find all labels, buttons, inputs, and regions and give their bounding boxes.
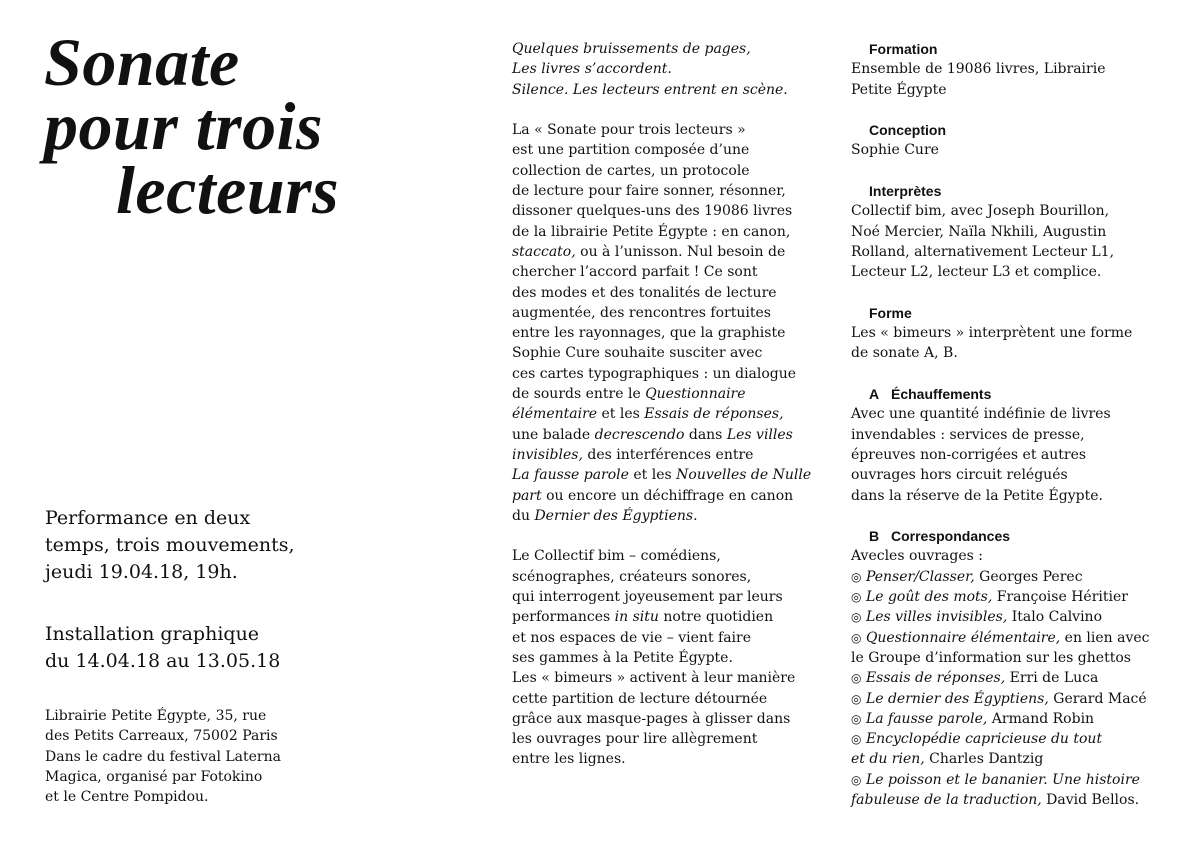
paragraph-line: qui interrogent joyeusement par leurs — [512, 589, 783, 606]
address-line: et le Centre Pompidou. — [45, 789, 209, 806]
book-list-item-continued: le Groupe d’information sur les ghettos — [851, 649, 1131, 666]
performance-line: temps, trois mouvements, — [45, 534, 295, 556]
credit-line: de sonate A, B. — [851, 345, 958, 362]
bullet-icon: ◎ — [851, 711, 862, 726]
credit-line: ouvrages hors circuit relégués — [851, 467, 1068, 484]
credit-line: Noé Mercier, Naïla Nkhili, Augustin — [851, 223, 1107, 240]
paragraph-line: des modes et des tonalités de lecture — [512, 284, 777, 301]
credit-line: Rolland, alternativement Lecteur L1, — [851, 243, 1115, 260]
bullet-icon: ◎ — [851, 732, 862, 747]
credit-line: Sophie Cure — [851, 142, 939, 159]
paragraph-line: collection de cartes, un protocole — [512, 162, 750, 179]
book-list-item: ◎ La fausse parole, Armand Robin — [851, 710, 1095, 727]
book-list-item-continued: et du rien, Charles Dantzig — [851, 751, 1044, 768]
formation-heading: Formation — [869, 41, 938, 57]
forme-heading: Forme — [869, 304, 912, 321]
bullet-icon: ◎ — [851, 630, 862, 645]
book-list-item: ◎ Questionnaire élémentaire, en lien avec — [851, 629, 1150, 646]
paragraph-line: ces cartes typographiques : un dialogue — [512, 365, 797, 382]
paragraph-line: La « Sonate pour trois lecteurs » — [512, 122, 746, 139]
conception-heading: Conception — [869, 122, 946, 139]
address-line: Librairie Petite Égypte, 35, rue — [45, 708, 267, 724]
book-list-item: ◎ Penser/Classer, Georges Perec — [851, 568, 1083, 585]
paragraph-line: entre les rayonnages, que la graphiste — [512, 325, 786, 342]
credit-line: Les « bimeurs » interprètent une forme — [851, 325, 1133, 342]
title-line-3: lecteurs — [116, 152, 340, 228]
credit-line: Avec une quantité indéfinie de livres — [851, 406, 1111, 423]
paragraph-line: et nos espaces de vie – vient faire — [512, 629, 751, 646]
address-line: Dans le cadre du festival Laterna — [45, 748, 281, 765]
address-line: des Petits Carreaux, 75002 Paris — [45, 728, 278, 745]
description-column — [512, 39, 811, 770]
credit-line: Collectif bim, avec Joseph Bourillon, — [851, 203, 1110, 220]
paragraph-line: Les « bimeurs » activent à leur manière — [512, 670, 796, 687]
paragraph-line: de la librairie Petite Égypte : en canon, — [512, 223, 791, 240]
performance-line: Performance en deux — [45, 507, 251, 529]
paragraph-line: La fausse parole et les Nouvelles de Nulle — [512, 467, 812, 484]
book-list-item: ◎ Le goût des mots, Françoise Héritier — [851, 589, 1128, 606]
intro-line: Les livres s’accordent. — [512, 61, 672, 78]
credit-line: épreuves non-corrigées et autres — [851, 446, 1087, 463]
paragraph-line: Sophie Cure souhaite susciter avec — [512, 345, 763, 362]
paragraph-line: chercher l’accord parfait ! Ce sont — [512, 264, 758, 281]
paragraph-line: grâce aux masque-pages à glisser dans — [512, 710, 791, 727]
bullet-icon: ◎ — [851, 610, 862, 625]
paragraph-line: staccato, ou à l’unisson. Nul besoin de — [512, 243, 786, 260]
bullet-icon: ◎ — [851, 772, 862, 787]
interpretes-heading: Interprètes — [869, 183, 942, 200]
credit-line: Lecteur L2, lecteur L3 et complice. — [851, 264, 1102, 281]
book-list-item: ◎ Le dernier des Égyptiens, Gerard Macé — [851, 690, 1147, 707]
section-a-heading: A Échauffements — [869, 386, 992, 403]
installation-dates: du 14.04.18 au 13.05.18 — [45, 650, 281, 672]
paragraph-line: est une partition composée d’une — [512, 142, 750, 159]
book-list-item: ◎ Le poisson et le bananier. Une histoire — [851, 771, 1140, 788]
title-line-1: Sonate — [44, 24, 240, 100]
paragraph-line: cette partition de lecture détournée — [512, 690, 768, 707]
credits-column — [851, 39, 1150, 810]
page-title — [44, 24, 340, 228]
credit-line: Ensemble de 19086 livres, Librairie — [851, 61, 1106, 78]
bullet-icon: ◎ — [851, 590, 862, 605]
venue-address — [45, 706, 281, 807]
book-list-item: ◎ Les villes invisibles, Italo Calvino — [851, 609, 1103, 626]
address-line: Magica, organisé par Fotokino — [45, 768, 263, 785]
paragraph-line: Le Collectif bim – comédiens, — [512, 548, 721, 565]
paragraph-line: invisibles, des interférences entre — [512, 446, 754, 463]
paragraph-line: les ouvrages pour lire allègrement — [512, 731, 758, 748]
installation-line: Installation graphique — [45, 623, 260, 645]
credit-line: invendables : services de presse, — [851, 426, 1085, 443]
bullet-icon: ◎ — [851, 691, 862, 706]
paragraph-line: augmentée, des rencontres fortuites — [512, 304, 771, 321]
paragraph-line: performances in situ notre quotidien — [512, 609, 774, 626]
bullet-icon: ◎ — [851, 671, 862, 686]
paragraph-line: scénographes, créateurs sonores, — [512, 568, 752, 585]
bullet-icon: ◎ — [851, 569, 862, 584]
performance-info — [45, 505, 295, 586]
performance-date: jeudi 19.04.18, 19h. — [45, 561, 238, 583]
paragraph-line: de sourds entre le Questionnaire — [512, 386, 746, 403]
credit-line: Petite Égypte — [851, 81, 947, 98]
paragraph-line: de lecture pour faire sonner, résonner, — [512, 183, 786, 200]
book-list-item-continued: fabuleuse de la traduction, David Bellos. — [851, 791, 1140, 808]
book-list-item: ◎ Essais de réponses, Erri de Luca — [851, 670, 1099, 687]
credit-line: dans la réserve de la Petite Égypte. — [851, 487, 1103, 504]
section-b-heading: B Correspondances — [869, 528, 1011, 545]
title-line-2: pour trois — [44, 88, 323, 164]
credit-line: Avecles ouvrages : — [851, 548, 983, 565]
paragraph-line: entre les lignes. — [512, 751, 626, 768]
paragraph-line: part ou encore un déchiffrage en canon — [512, 487, 794, 504]
installation-info — [45, 621, 280, 675]
paragraph-line: une balade decrescendo dans Les villes — [512, 426, 793, 443]
paragraph-line: dissoner quelques-uns des 19086 livres — [512, 203, 793, 220]
paragraph-line: ses gammes à la Petite Égypte. — [512, 649, 733, 666]
intro-line: Silence. Les lecteurs entrent en scène. — [512, 81, 788, 98]
book-list-item: ◎ Encyclopédie capricieuse du tout — [851, 731, 1103, 748]
paragraph-line: élémentaire et les Essais de réponses, — [512, 406, 784, 423]
intro-line: Quelques bruissements de pages, — [512, 41, 751, 57]
paragraph-line: du Dernier des Égyptiens. — [512, 507, 698, 524]
